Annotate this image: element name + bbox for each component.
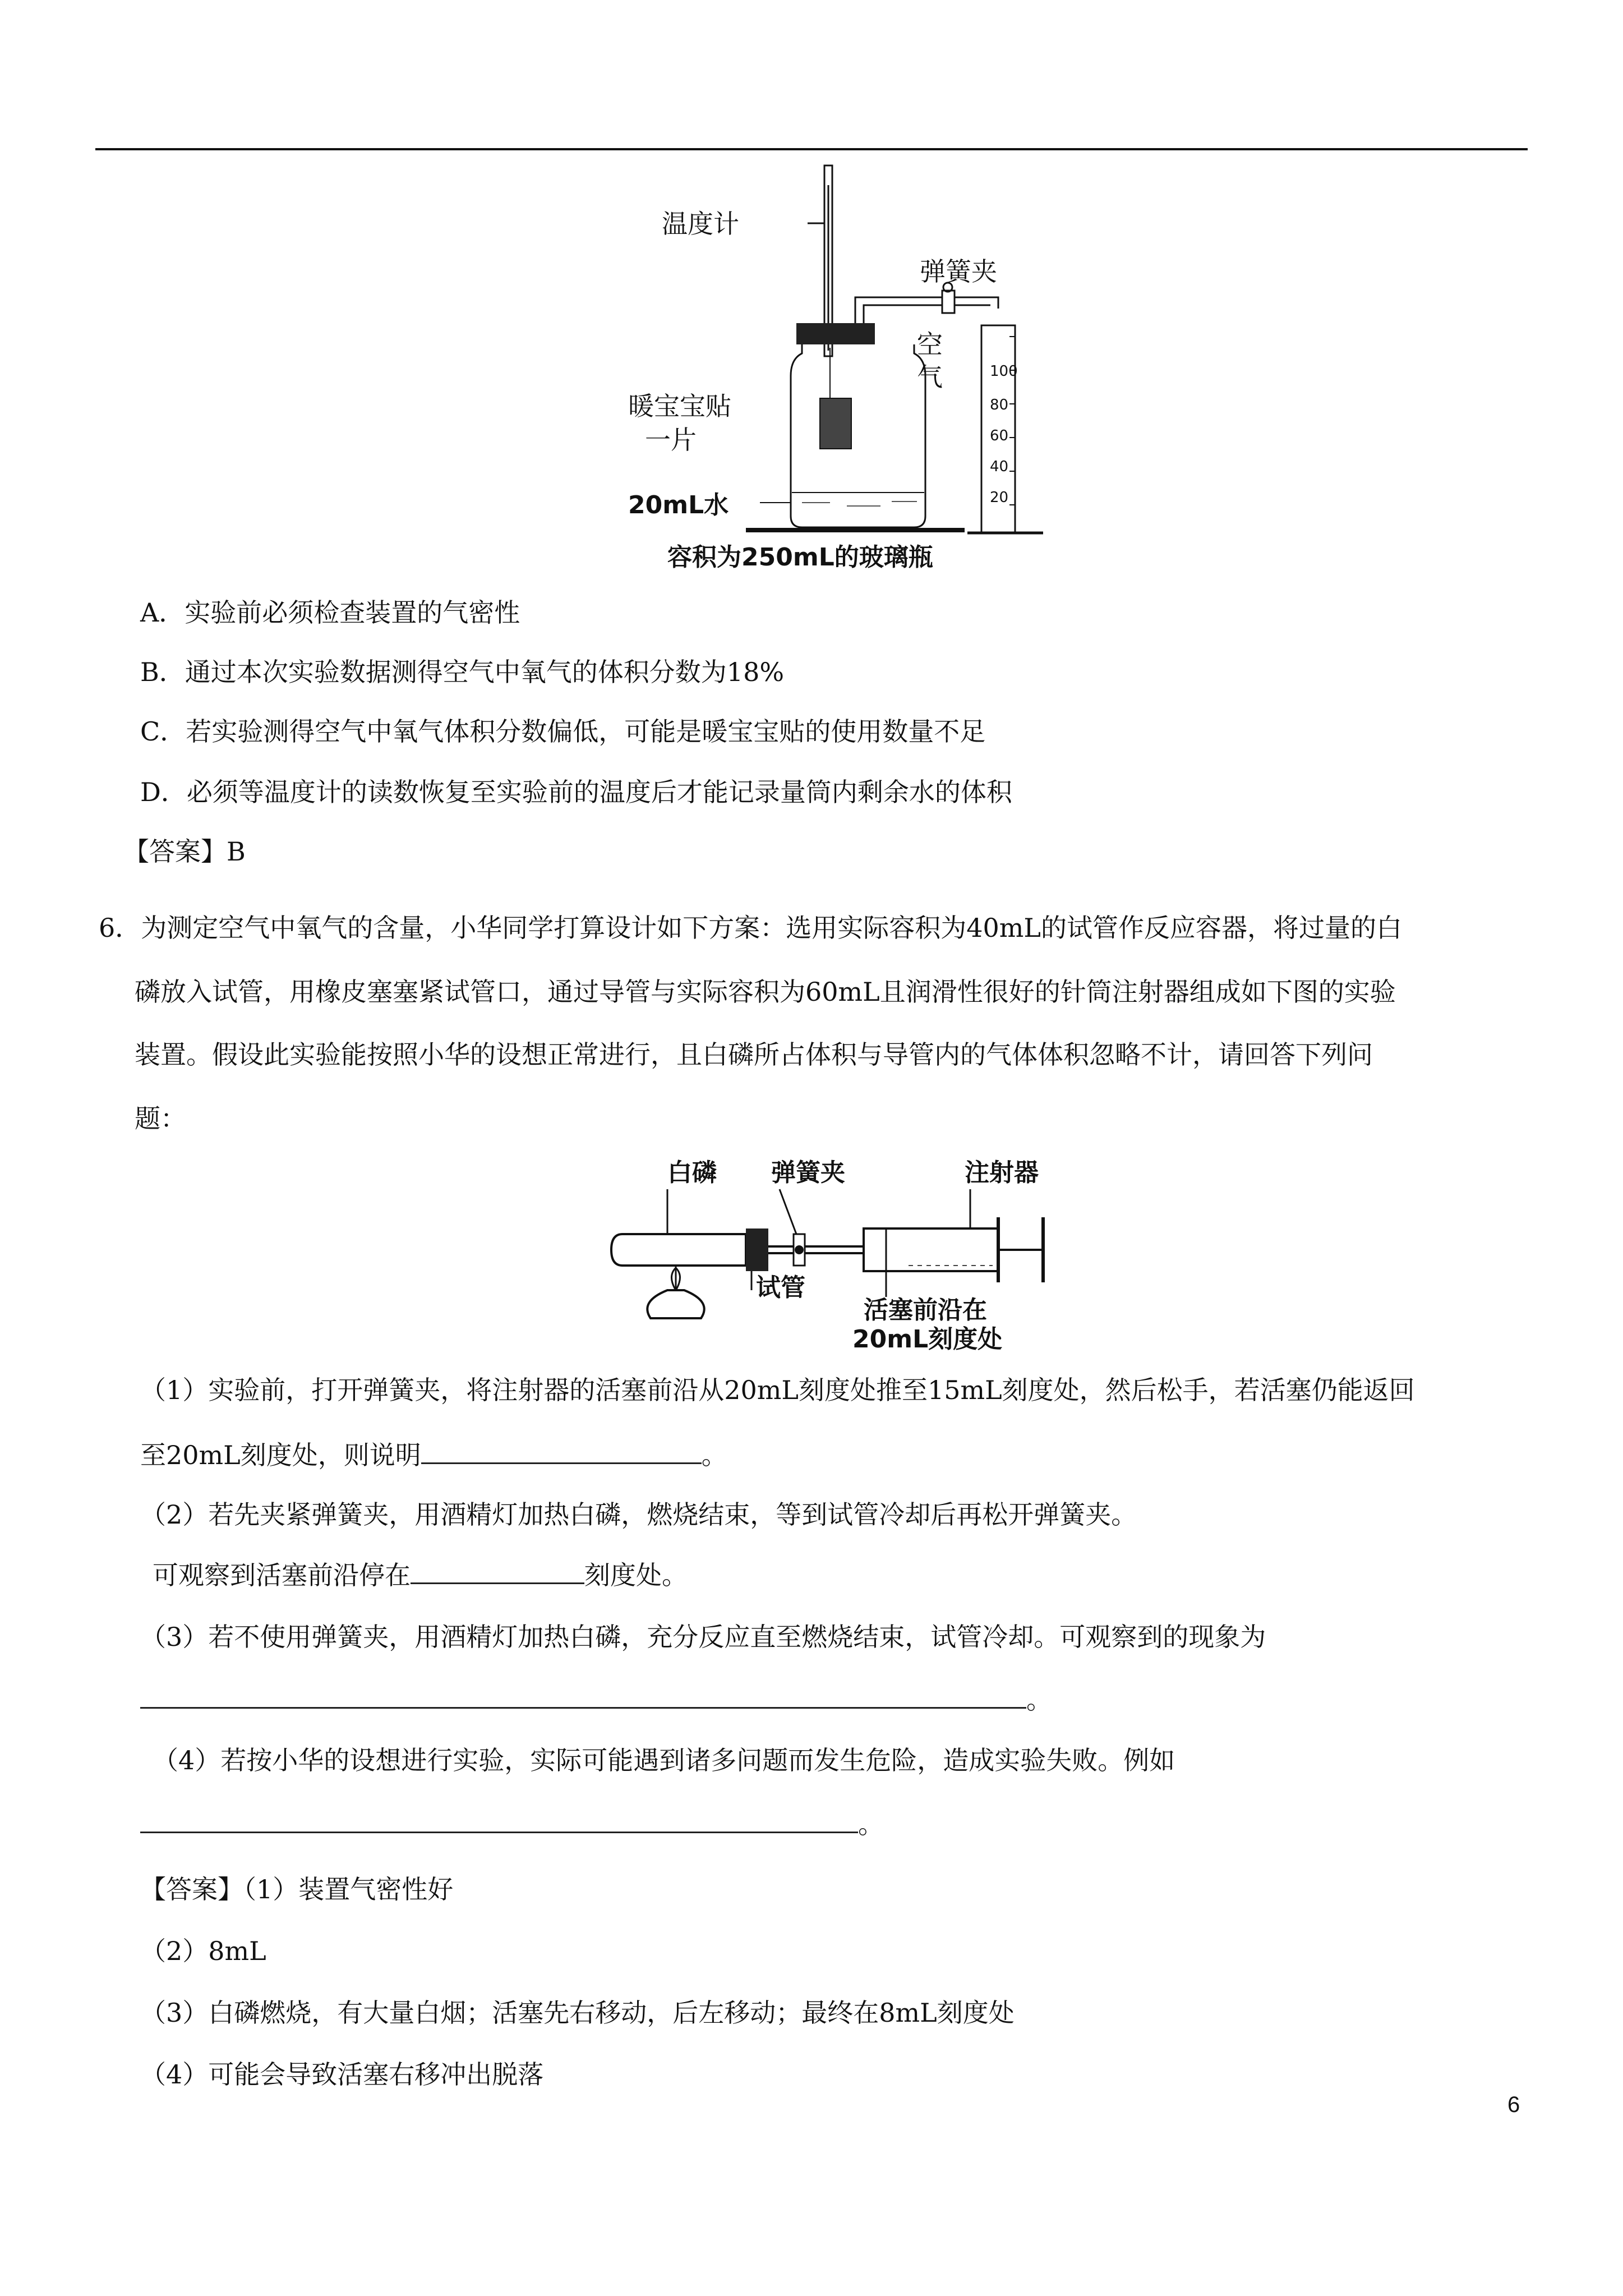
answer-blank[interactable] [421, 1438, 702, 1464]
q5-option-d: D．必须等温度计的读数恢复至实验前的温度后才能记录量筒内剩余水的体积 [140, 777, 1012, 807]
q6-part4-line1: （4）若按小华的设想进行实验，实际可能遇到诸多问题而发生危险，造成实验失败。例如 [153, 1745, 1175, 1775]
q6-stem-line: 6．为测定空气中氧气的含量，小华同学打算设计如下方案：选用实际容积为40mL的试管作反应容器，将过量的白 [99, 913, 1402, 943]
q6-part4-end: 。 [858, 1809, 884, 1839]
q6-part4-line2 [140, 1806, 884, 1842]
clamp-label-2: 弹簧夹 [771, 1158, 845, 1187]
air-label-2: 气 [917, 362, 943, 392]
answer-blank[interactable] [140, 1807, 858, 1833]
figure1-caption: 容积为250mL的玻璃瓶 [667, 543, 933, 572]
q5-option-c: C．若实验测得空气中氧气体积分数偏低，可能是暖宝宝贴的使用数量不足 [140, 716, 986, 747]
q6-part2-end: 刻度处。 [584, 1560, 688, 1590]
cylinder-tick: 20 [990, 489, 1009, 506]
test-tube-label: 试管 [756, 1273, 805, 1302]
air-label: 空 [917, 329, 943, 360]
header-rule [95, 148, 1528, 150]
q6-stem-line: 题： [135, 1103, 186, 1134]
figure-phosphorus-syringe [606, 1150, 1054, 1352]
cylinder-tick: 40 [990, 458, 1009, 475]
phosphorus-label: 白磷 [667, 1158, 717, 1187]
q5-option-a: A．实验前必须检查装置的气密性 [140, 597, 520, 628]
q6-part2-line1: （2）若先夹紧弹簧夹，用酒精灯加热白磷，燃烧结束，等到试管冷却后再松开弹簧夹。 [140, 1499, 1137, 1530]
cylinder-tick: 80 [990, 397, 1009, 413]
answer-blank[interactable] [411, 1558, 584, 1584]
q6-part1-end: 。 [701, 1440, 727, 1470]
water-label: 20mL水 [628, 491, 729, 519]
q6-part1-line2 [140, 1437, 727, 1473]
page-number: 6 [1507, 2092, 1520, 2117]
q6-part2-text: 可观察到活塞前沿停在 [153, 1560, 411, 1590]
piston-label-2: 20mL刻度处 [852, 1325, 1003, 1354]
q5-option-b: B．通过本次实验数据测得空气中氧气的体积分数为18% [140, 657, 785, 687]
q6-part3-end: 。 [1026, 1685, 1052, 1715]
thermometer-label: 温度计 [662, 209, 739, 239]
handwarmer-label-2: 一片 [645, 425, 697, 455]
q6-answer-line: （2）8mL [140, 1936, 266, 1966]
q6-part3-line2 [140, 1682, 1052, 1718]
handwarmer-label: 暖宝宝贴 [628, 391, 731, 421]
clamp-label: 弹簧夹 [920, 256, 997, 287]
q6-part2-line2 [153, 1557, 688, 1593]
q6-answer-line: （4）可能会导致活塞右移冲出脱落 [140, 2059, 544, 2090]
q6-answer-line: 【答案】（1）装置气密性好 [140, 1874, 454, 1904]
q6-part3-line1: （3）若不使用弹簧夹，用酒精灯加热白磷，充分反应直至燃烧结束，试管冷却。可观察到的现象为 [140, 1622, 1266, 1652]
figure-oxygen-apparatus-bottle [628, 163, 1066, 578]
cylinder-tick: 60 [990, 427, 1009, 444]
q5-answer: 【答案】B [123, 836, 246, 867]
q6-stem-line: 装置。假设此实验能按照小华的设想正常进行，且白磷所占体积与导管内的气体体积忽略不计，请回答下列问 [135, 1039, 1373, 1070]
piston-label: 活塞前沿在 [864, 1296, 987, 1324]
cylinder-tick: 100 [990, 363, 1018, 380]
q6-stem-line: 磷放入试管，用橡皮塞塞紧试管口，通过导管与实际容积为60mL且润滑性很好的针筒注射器组成如下图的实验 [135, 977, 1396, 1007]
answer-blank[interactable] [140, 1682, 1026, 1709]
q6-answer-line: （3）白磷燃烧，有大量白烟；活塞先右移动，后左移动；最终在8mL刻度处 [140, 1998, 1015, 2028]
syringe-label: 注射器 [965, 1158, 1039, 1187]
q6-part1-line1: （1）实验前，打开弹簧夹，将注射器的活塞前沿从20mL刻度处推至15mL刻度处，然后松手，若活塞仍能返回 [140, 1375, 1415, 1405]
q6-part1-text: 至20mL刻度处，则说明 [140, 1440, 421, 1470]
